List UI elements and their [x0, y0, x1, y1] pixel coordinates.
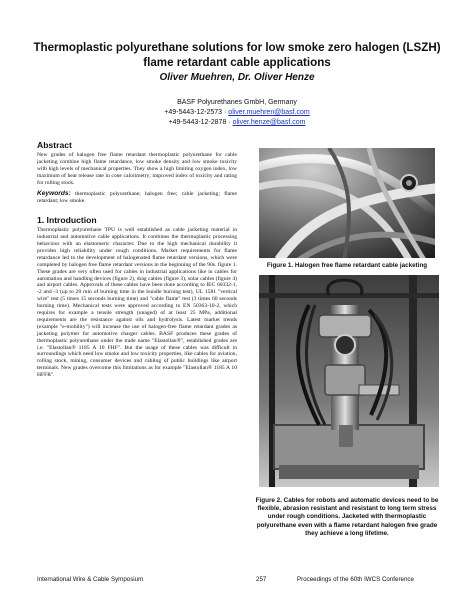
keywords-label: Keywords: — [37, 190, 71, 198]
footer-symposium: International Wire & Cable Symposium — [37, 576, 144, 583]
figure-2-caption: Figure 2. Cables for robots and automatic devices need to be flexible, abrasion resistant and resistant to long term stress under rough conditions. Jacketed with thermoplastic polyurethane even with a flame retardant halogen free grade they achieve a long lifetime. — [255, 497, 439, 537]
abstract-heading: Abstract — [37, 140, 72, 150]
paper-authors: Oliver Muehren, Dr. Oliver Henze — [159, 72, 315, 83]
affiliation-block — [30, 98, 444, 128]
footer-proceedings: Proceedings of the 60th IWCS Conference — [297, 576, 414, 583]
affiliation-name: BASF Polyurethanes GmbH, Germany — [177, 99, 297, 106]
contact-line-1 — [30, 108, 444, 118]
paper-title: Thermoplastic polyurethane solutions for low smoke zero halogen (LSZH) flame retardant cable applications — [33, 41, 441, 69]
contact-line-2 — [30, 118, 444, 128]
contact-phone-2: +49-5443-12-2878 · — [168, 119, 233, 126]
left-column — [37, 142, 237, 379]
email-link-1[interactable]: oliver.muehren@basf.com — [228, 109, 310, 116]
footer-page-number: 257 — [256, 576, 267, 583]
introduction-heading: 1. Introduction — [37, 215, 97, 226]
abstract-text: New grades of halogen free flame retardant thermoplastic polyurethane for cable jacketing combine high flame retardance, low smoke density and low smoke toxicity with high levels of mechanical properties. They show a high limiting oxygen index, low maximum of heat release rate in cone calorimetry; improved index of toxicity and rating for rolling stock. — [37, 151, 237, 186]
contact-phone-1: +49-5443-12-2573 · — [164, 109, 229, 116]
keywords-text: thermoplastic polyurethane; halogen free; cable jacketing; flame retardant; low smoke. — [37, 191, 237, 205]
figure-1-caption: Figure 1. Halogen free flame retardant cable jacketing — [266, 262, 428, 269]
introduction-text: Thermoplastic polyurethane TPU is well established as cable jacketing material in industrial and automotive cable applications. It combines the thermoplastic processing behaviour with an elastomeric character. Due to the high mechanical durability it provides high reliability under rough conditions. Market requirements for flame retardance led to the development of halogenated flame retardant versions, which were completed by halogen free flame retardant versions in the beginning of the 90s. figure 1. These grades are very often used for cables in industrial applications like in cables for automation and handling devices (figure 2), drag cables (figure 3), solar cables (figure 4) and airport cables. Approvals of these cables have been done according to IEC 60332-1, -2 and -3 (up to 20 min of burning time in the bundle burning test), UL 1581 "vertical wire" test (5 times 15 seconds burning time) and "cable flame" test (3 times 60 seconds burning time). Mechanical tests were approved according to EN 50363-10-2, which requires for example a tensile strength (unaged) of at least 25 MPa, additional requirements are the resistance against oils and hydrolysis. Latest market trends (example "e-mobility") will increase the use of halogen-free flame retardant grades as jacketing polymer for automotive charger cables. BASF produces these grades of thermoplastic polyurethane under the trade name "Elastollan®", established grades are i.e. "Elastollan® 1185 A 10 FHF". But the usage of these cables was difficult in surroundings which need low smoke and low toxicity properties, like cables for aviation, rolling stock, mining, consumer devices and cabling of public buildings like airport terminals. New grades overcome this limitations as for example "Elastollan® 1185 A 10 HFFR". — [37, 227, 237, 379]
figure-2-photo — [259, 275, 439, 487]
figure-1-photo — [259, 148, 435, 258]
keywords-paragraph — [37, 191, 237, 205]
email-link-2[interactable]: oliver.henze@basf.com — [232, 119, 306, 126]
